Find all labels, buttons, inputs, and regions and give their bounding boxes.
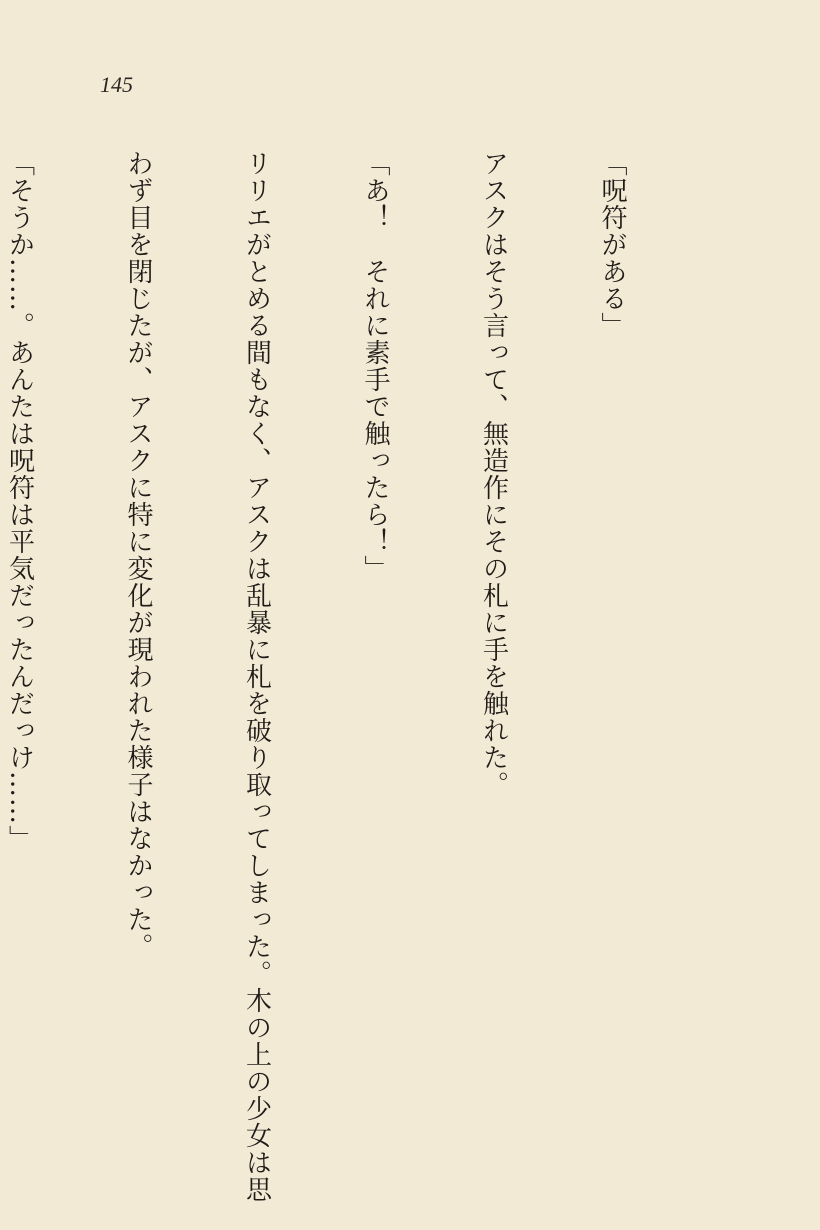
body-text [4, 150, 710, 1203]
text-line: 「あ！ それに素手で触ったら！」 [360, 150, 390, 582]
text-line: わず目を閉じたが、アスクに特に変化が現われた様子はなかった。 [123, 150, 153, 960]
text-line: リリエがとめる間もなく、アスクは乱暴に札を破り取ってしまった。木の上の少女は思 [241, 150, 272, 1203]
text-line: 「呪符がある」 [597, 150, 627, 339]
page-number: 145 [100, 72, 133, 97]
text-line: アスクはそう言って、無造作にその札に手を触れた。 [478, 150, 509, 798]
text-line: 「そうか……。あんたは呪符は平気だったんだっけ……」 [4, 150, 35, 852]
